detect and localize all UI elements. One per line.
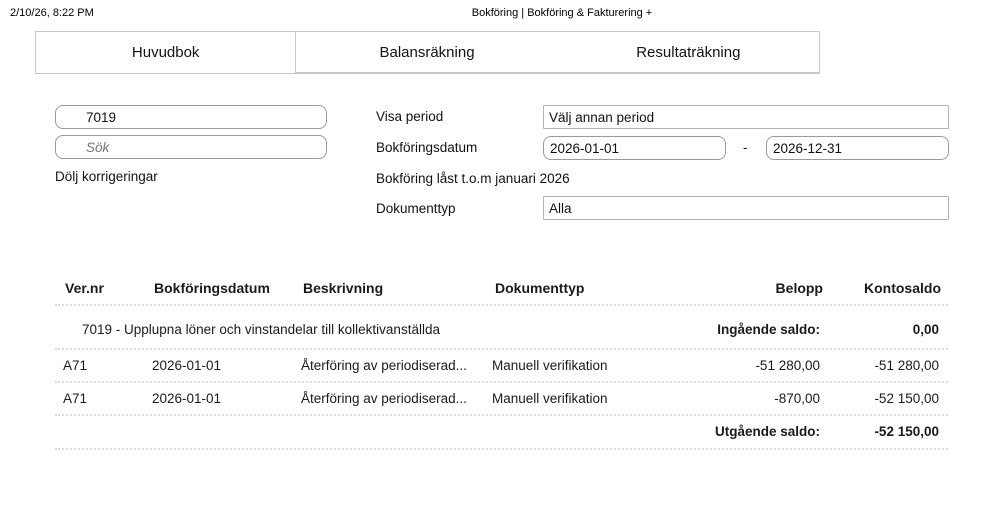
tab-resultatrakning[interactable]: Resultaträkning bbox=[558, 32, 819, 73]
account-row bbox=[55, 306, 948, 350]
print-datetime: 2/10/26, 8:22 PM bbox=[10, 7, 94, 19]
closing-balance-value: -52 150,00 bbox=[874, 424, 939, 439]
cell-balance: -51 280,00 bbox=[874, 358, 939, 373]
table-header-row bbox=[55, 270, 948, 306]
locked-notice: Bokföring låst t.o.m januari 2026 bbox=[376, 171, 570, 186]
opening-balance-value: 0,00 bbox=[912, 322, 939, 337]
print-header bbox=[0, 7, 999, 21]
date-separator: - bbox=[743, 140, 748, 155]
column-header-date[interactable]: Bokföringsdatum bbox=[154, 280, 270, 296]
column-header-doctype[interactable]: Dokumenttyp bbox=[495, 280, 585, 296]
cell-ver: A71 bbox=[63, 358, 88, 373]
ledger-table bbox=[55, 270, 948, 450]
column-header-balance[interactable]: Kontosaldo bbox=[864, 280, 941, 296]
cell-amount: -870,00 bbox=[774, 391, 820, 406]
column-header-ver[interactable]: Ver.nr bbox=[65, 280, 104, 296]
column-header-description[interactable]: Beskrivning bbox=[303, 280, 384, 296]
account-input[interactable]: 7019 bbox=[55, 105, 327, 129]
closing-balance-row bbox=[55, 416, 948, 450]
closing-balance-label: Utgående saldo: bbox=[714, 424, 820, 439]
cell-description: Återföring av periodiserad... bbox=[301, 358, 467, 373]
cell-doctype: Manuell verifikation bbox=[492, 358, 608, 373]
table-row[interactable] bbox=[55, 383, 948, 416]
search-input[interactable]: Sök bbox=[55, 135, 327, 159]
tab-balansrakning[interactable]: Balansräkning bbox=[296, 32, 557, 73]
account-heading: 7019 - Upplupna löner och vinstandelar till kollektivanställda bbox=[82, 322, 440, 337]
cell-amount: -51 280,00 bbox=[755, 358, 820, 373]
cell-description: Återföring av periodiserad... bbox=[301, 391, 467, 406]
cell-doctype: Manuell verifikation bbox=[492, 391, 608, 406]
booking-date-label: Bokföringsdatum bbox=[376, 140, 478, 155]
table-row[interactable] bbox=[55, 350, 948, 383]
doctype-select[interactable]: Alla bbox=[543, 196, 949, 220]
cell-date: 2026-01-01 bbox=[152, 391, 222, 406]
cell-ver: A71 bbox=[63, 391, 88, 406]
print-page-title: Bokföring | Bokföring & Fakturering + bbox=[471, 7, 653, 19]
report-tabs bbox=[35, 31, 820, 74]
hide-corrections-toggle[interactable]: Dölj korrigeringar bbox=[55, 169, 158, 184]
tab-huvudbok[interactable]: Huvudbok bbox=[36, 32, 296, 73]
date-to-input[interactable]: 2026-12-31 bbox=[766, 136, 949, 160]
column-header-amount[interactable]: Belopp bbox=[775, 280, 823, 296]
period-label: Visa period bbox=[376, 109, 444, 124]
period-select[interactable]: Välj annan period bbox=[543, 105, 949, 129]
cell-balance: -52 150,00 bbox=[874, 391, 939, 406]
doctype-label: Dokumenttyp bbox=[376, 201, 456, 216]
opening-balance-label: Ingående saldo: bbox=[717, 322, 820, 337]
date-from-input[interactable]: 2026-01-01 bbox=[543, 136, 726, 160]
cell-date: 2026-01-01 bbox=[152, 358, 222, 373]
